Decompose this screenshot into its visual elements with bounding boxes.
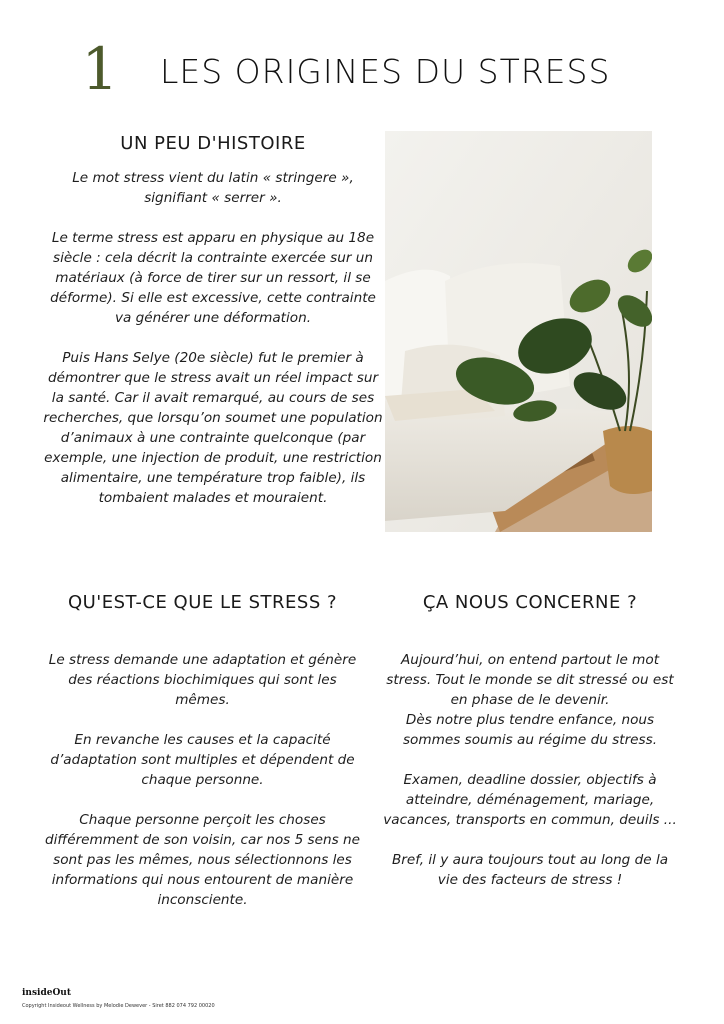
paragraph: Puis Hans Selye (20e siècle) fut le premier à démontrer que le stress avait un réel impact sur la santé. Car il avait remarqué, au cours de ses recherches, que lorsqu’on soumet une population d’animaux à une contrainte quelconque (par exemple, une injection de produit, une restriction alimentaire, une température trop faible), ils tombaient malades et mouraient. (43, 350, 383, 506)
footer-logo: insideOut (22, 988, 72, 998)
section-text-concerne (380, 650, 680, 890)
paragraph: Chaque personne perçoit les choses différemment de son voisin, car nos 5 sens ne sont pas les mêmes, nous sélectionnons les informations qui nous entourent de manière inconsciente. (44, 812, 360, 908)
paragraph: Aujourd’hui, on entend partout le mot stress. Tout le monde se dit stressé ou est en phase de le devenir. Dès notre plus tendre enfance, nous sommes soumis au régime du stress. (386, 652, 674, 748)
paragraph: Bref, il y aura toujours tout au long de la vie des facteurs de stress ! (391, 852, 669, 888)
section-text-histoire (40, 168, 386, 508)
section-heading-definition: QU'EST-CE QUE LE STRESS ? (67, 592, 338, 613)
paragraph: Le mot stress vient du latin « stringere », signifiant « serrer ». (72, 170, 354, 206)
paragraph: Examen, deadline dossier, objectifs à atteindre, déménagement, mariage, vacances, transports en commun, deuils ... (383, 772, 677, 828)
bedroom-plant-photo (385, 131, 652, 532)
paragraph: Le terme stress est apparu en physique au 18e siècle : cela décrit la contrainte exercée sur un matériaux (à force de tirer sur un ressort, il se déforme). Si elle est excessive, cette contrainte va générer une déformation. (50, 230, 376, 326)
section-heading-histoire: UN PEU D'HISTOIRE (120, 133, 306, 154)
section-heading-concerne: ÇA NOUS CONCERNE ? (422, 592, 638, 613)
footer-copyright: Copyright Insideout Wellness by Melodie Dewever - Siret 882 074 792 00020 (22, 1003, 215, 1009)
paragraph: Le stress demande une adaptation et génère des réactions biochimiques qui sont les mêmes. (48, 652, 357, 708)
page-title: LES ORIGINES DU STRESS (160, 52, 611, 91)
paragraph: En revanche les causes et la capacité d’adaptation sont multiples et dépendent de chaque personne. (50, 732, 355, 788)
section-text-definition (40, 650, 365, 910)
chapter-number: 1 (81, 35, 119, 103)
